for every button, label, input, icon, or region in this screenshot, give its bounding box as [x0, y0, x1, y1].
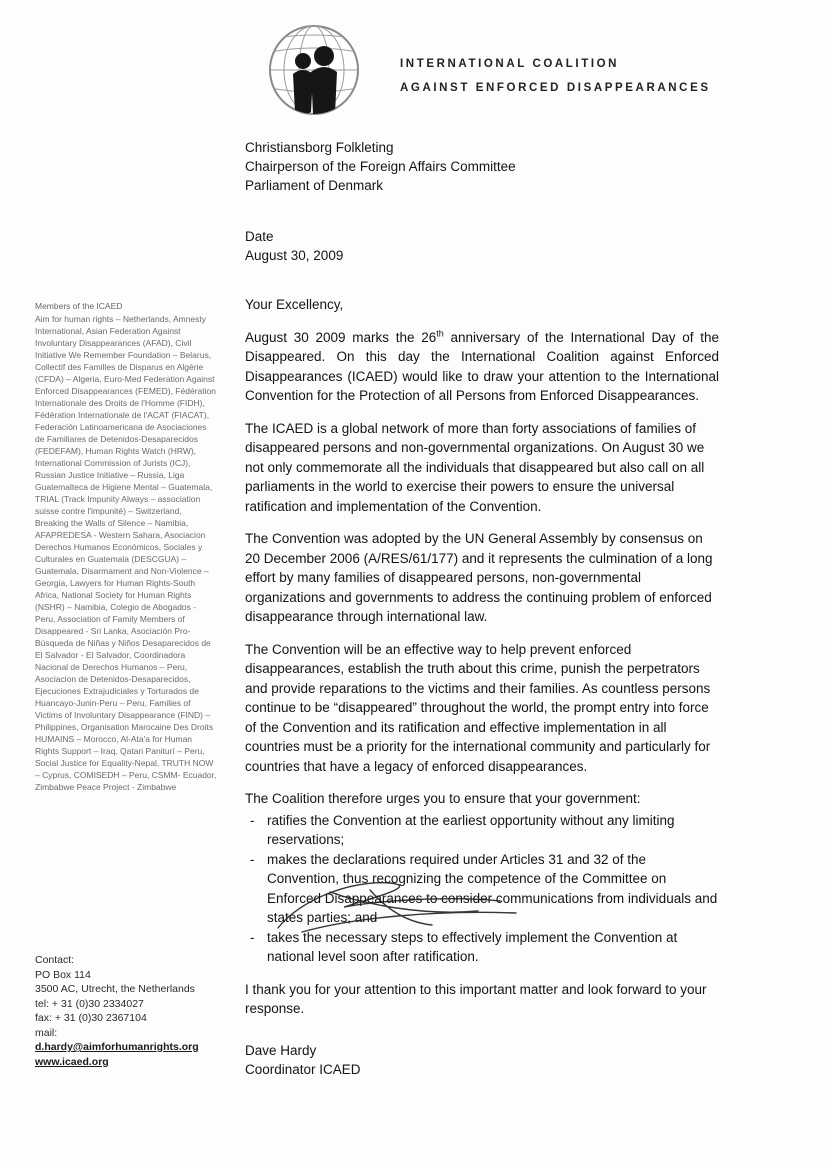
- logo-line-2: AGAINST ENFORCED DISAPPEARANCES: [400, 82, 711, 94]
- recipient-line-1: Christiansborg Folkleting: [245, 140, 394, 155]
- contact-block: [35, 953, 199, 1069]
- urge-item-implement: - takes the necessary steps to effectively implement the Convention at national level soon after ratification.: [245, 928, 719, 967]
- members-sidebar-list: Aim for human rights – Netherlands, Amnesty International, Asian Federation Against Involuntary Disappearances (AFAD), Civil Initiative We Remember Foundation – Belarus, Collectif des Familles de Disparus en Algérie (CFDA) – Algeria, Euro-Med Federation Against Enforced Disappearances (FEMED), Fédération Internationale des Droits de l'Homme (FIDH), Fédération Internationale de l'ACAT (FIACAT), Federación Latinoamericana de Asociaciones de Familiares de Detenidos-Desaparecidos (FEDEFAM), Human Rights Watch (HRW), International Commission of Jurists (ICJ), Russian Justice Initiative – Russia, Liga Guatemalteca de Higiene Mental – Guatemala, TRIAL (Track Impunity Always – association suisse contre l'impunité) – Switzerland, Breaking the Walls of Silence – Namibia, AFAPREDESA - Western Sahara, Asociacion Derechos Humanos Económicos, Sociales y Culturales en Guatemala (DESCGUA) – Guatemala, Disarmament and Non-Violence – Georgia, Lawyers for Human Rights-South Africa, National Society for Human Rights (NSHR) – Namibia, Colegio de Abogados - Peru, Association of Family Members of Disappeared - Sri Lanka, Asociación Pro-Búsqueda de Niñas y Niños Desaparecidos de El Salvador - El Salvador, Coordinadora Nacional de Derechos Humanos – Peru, Asociacion de Detenidos-Desaparecidos, Ejecuciones Extrajudiciales y Torturados de Huancayo-Junin-Peru – Peru, Families of Victims of Involuntary Disappearance (FIND) – Philippines, Organisation Marocaine Des Droits HUMAINS – Morocco, Al-Ata'a for Human Rights Support – Iraq, Qatari Paniturí – Peru, Social Justice for Equality-Nepal, TRUTH NOW – Cyprus, COMISEDH – Peru, CSMM- Ecuador, Zimbabwe Peace Project - Zimbabwe: [35, 314, 217, 792]
- members-sidebar-title: Members of the ICAED: [35, 301, 123, 311]
- signer-title: Coordinator ICAED: [245, 1061, 361, 1077]
- logo-wordmark: [400, 52, 711, 100]
- contact-pobox: PO Box 114: [35, 968, 91, 981]
- p1-superscript: th: [436, 328, 444, 338]
- p1-text: August 30 2009 marks the 26: [245, 329, 437, 345]
- date-value: August 30, 2009: [245, 248, 344, 263]
- signer-name: Dave Hardy: [245, 1042, 317, 1058]
- urges-list: [245, 811, 719, 967]
- contact-tel: tel: + 31 (0)30 2334027: [35, 997, 144, 1010]
- signer-block: [245, 1041, 719, 1079]
- contact-email-link[interactable]: d.hardy@aimforhumanrights.org: [35, 1041, 199, 1053]
- date-block: [245, 227, 343, 265]
- contact-fax: fax: + 31 (0)30 2367104: [35, 1012, 147, 1024]
- recipient-line-3: Parliament of Denmark: [245, 178, 384, 193]
- recipient-address: [245, 138, 516, 195]
- urge-item-declarations: - makes the declarations required under Articles 31 and 32 of the Convention, thus recognizing the competence of the Committee on Enforced Disappearances to consider communications from individuals and states parties; and: [245, 850, 719, 928]
- contact-website-link[interactable]: www.icaed.org: [35, 1055, 109, 1068]
- salutation: Your Excellency,: [245, 297, 344, 312]
- recipient-line-2: Chairperson of the Foreign Affairs Committee: [245, 159, 516, 174]
- paragraph-urges-intro: The Coalition therefore urges you to ensure that your government:: [245, 791, 641, 806]
- paragraph-anniversary: [245, 328, 719, 406]
- paragraph-closing: I thank you for your attention to this important matter and look forward to your response.: [245, 981, 707, 1016]
- contact-title: Contact:: [35, 954, 75, 966]
- members-sidebar: [35, 300, 217, 793]
- urge-item-ratify: - ratifies the Convention at the earliest opportunity without any limiting reservations;: [245, 811, 719, 850]
- p1-text-cont: anniversary of the International Day of the Disappeared. On this day the International Coalition against Enforced Disappearances (ICAED) would like to draw your attention to the International Convention for the Protection of all Persons from Enforced Disappearances.: [245, 329, 719, 403]
- paragraph-effectiveness: The Convention will be an effective way to help prevent enforced disappearances, establish the truth about this crime, punish the perpetrators and provide reparations to the victims and their families. As countless persons continue to be “disappeared” throughout the world, the prompt entry into force of the Convention and its ratification and effective implementation in all countries must be a priority for the international community and particularly for countries that have a legacy of enforced disappearances.: [245, 641, 711, 774]
- letter-body: [245, 295, 719, 1079]
- contact-mail-label: mail:: [35, 1026, 58, 1039]
- icaed-globe-logo-icon: [266, 22, 362, 118]
- paragraph-network: The ICAED is a global network of more than forty associations of families of disappeared persons and non-governmental organizations. On August 30 we not only commemorate all the individuals that disappeared but also call on all parliaments in the world to exercise their powers to ensure the universal ratification and implementation of the Convention.: [245, 420, 705, 514]
- logo-line-1: INTERNATIONAL COALITION: [400, 58, 620, 70]
- paragraph-adoption: The Convention was adopted by the UN General Assembly by consensus on 20 December 2006 (A/RES/61/177) and it represents the culmination of a long effort by many families of disappeared persons, non-governmental organizations and governments to address the continuing problem of enforced disappearance through international law.: [245, 531, 713, 624]
- contact-city: 3500 AC, Utrecht, the Netherlands: [35, 983, 195, 995]
- date-label: Date: [245, 229, 274, 244]
- logo-block: [266, 22, 711, 118]
